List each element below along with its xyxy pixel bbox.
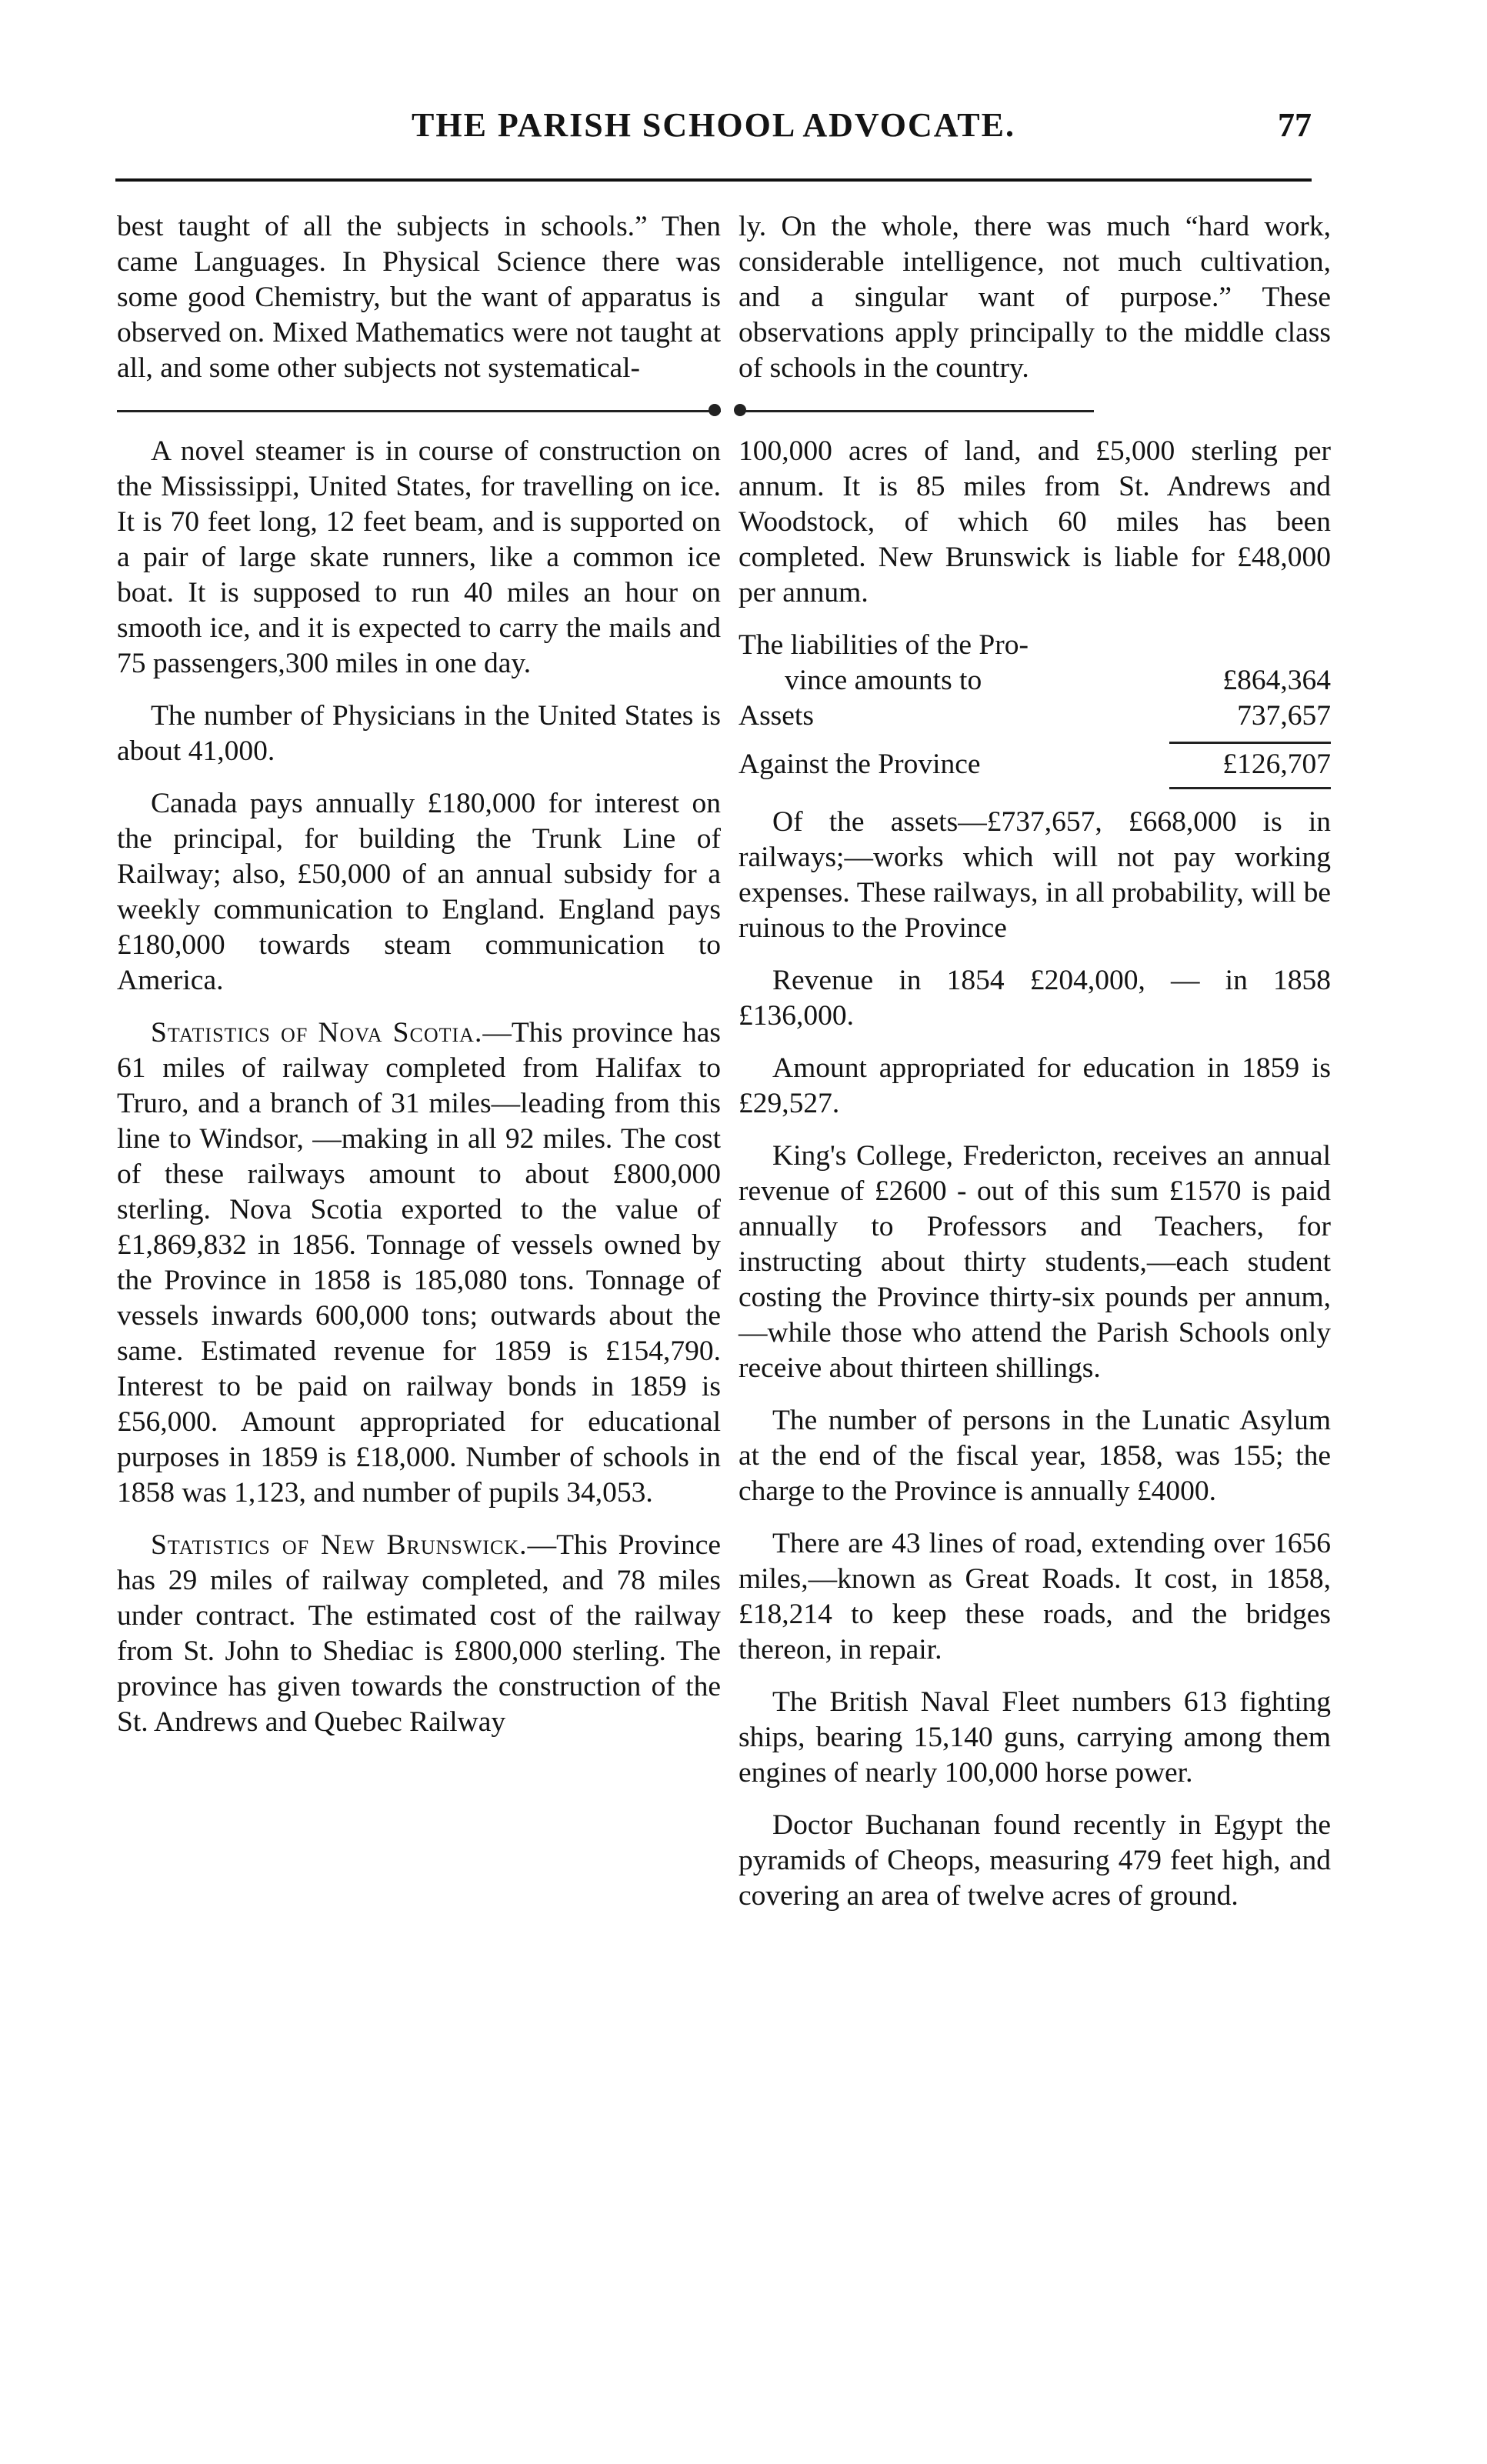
heading-new-brunswick: Statistics of New Brunswick. xyxy=(151,1529,528,1561)
article-assets: Of the assets—£737,657, £668,000 is in railways;—works which will not pay working expenses. These railways, in all probability, will be ruinous to the Province xyxy=(738,806,1331,944)
body-nova-scotia: —This province has 61 miles of railway completed from Halifax to Truro, and a branch of 31 miles—leading from this line to Windsor, —making in all 92 miles. The cost of these railways amount to about £800,000 sterling. Nova Scotia exported to the value of £1,869,832 in 1856. Tonnage of vessels owned by the Province in 1858 is 185,080 tons. Tonnage of vessels inwards 600,000 tons; outwards about the same. Estimated revenue for 1859 is £154,790. Interest to be paid on railway bonds in 1859 is £56,000. Amount appropriated for educational purposes in 1859 is £18,000. Number of schools in 1858 was 1,123, and number of pupils 34,053. xyxy=(117,1017,721,1509)
article-canada: Canada pays annually £180,000 for interest on the principal, for building the Trunk Line of Railway; also, £50,000 of an annual subsidy for a weekly communication to England. England pays £180,000 towards steam communication to America. xyxy=(117,788,721,996)
balance-value: £126,707 xyxy=(1169,742,1331,782)
left-column xyxy=(117,209,721,1757)
balance-underline xyxy=(1169,782,1331,789)
divider-ornament-icon xyxy=(708,404,721,416)
article-lunatic-asylum: The number of persons in the Lunatic Asylum at the end of the fiscal year, 1858, was 155; the charge to the Province is annually £4000. xyxy=(738,1405,1331,1507)
liabilities-table xyxy=(738,628,1331,789)
assets-value: 737,657 xyxy=(1237,700,1331,732)
body-new-brunswick: —This Province has 29 miles of railway completed, and 78 miles under contract. The estimated cost of the railway from St. John to Shediac is £800,000 sterling. The province has given towards the construction of the St. Andrews and Quebec Railway xyxy=(117,1529,721,1738)
article-education: Amount appropriated for education in 1859 is £29,527. xyxy=(738,1052,1331,1119)
article-nova-scotia xyxy=(117,1015,721,1511)
right-column xyxy=(738,209,1331,1931)
assets-label: Assets xyxy=(738,700,814,732)
section-divider-right xyxy=(738,403,1094,418)
article-revenue: Revenue in 1854 £204,000, — in 1858 £136,000. xyxy=(738,965,1331,1032)
balance-label: Against the Province xyxy=(738,749,981,780)
article-kings-college: King's College, Fredericton, receives an annual revenue of £2600 - out of this sum £1570 is paid annually to Professors and Teachers, for instructing about thirty students,—each student costing the Province thirty-six pounds per annum,—while those who attend the Parish Schools only receive about thirteen shillings. xyxy=(738,1140,1331,1384)
article-continued-right: ly. On the whole, there was much “hard work, considerable intelligence, not much cultivation, and a singular want of purpose.” These observations apply principally to the middle class of schools in the country. xyxy=(738,211,1331,384)
article-ice-steamer: A novel steamer is in course of construction on the Mississippi, United States, for travelling on ice. It is 70 feet long, 12 feet beam, and is supported on a pair of large skate runners, like a common ice boat. It is supposed to run 40 miles an hour on smooth ice, and it is expected to carry the mails and 75 passengers,300 miles in one day. xyxy=(117,435,721,679)
article-naval-fleet: The British Naval Fleet numbers 613 fighting ships, bearing 15,140 guns, carrying among them engines of nearly 100,000 horse power. xyxy=(738,1686,1331,1789)
article-physicians: The number of Physicians in the United States is about 41,000. xyxy=(117,700,721,767)
liabilities-intro: The liabilities of the Pro- xyxy=(738,629,1029,661)
page-header xyxy=(115,96,1312,158)
section-divider xyxy=(117,403,721,418)
heading-nova-scotia: Statistics of Nova Scotia. xyxy=(151,1017,483,1049)
assets-row xyxy=(738,699,1331,734)
article-continued-left: best taught of all the subjects in schools.” Then came Languages. In Physical Science there was some good Chemistry, but the want of apparatus is observed on. Mixed Mathematics were not taught at all, and some other subjects not systematical- xyxy=(117,211,721,384)
divider-ornament-icon xyxy=(734,404,746,416)
running-title: THE PARISH SCHOOL ADVOCATE. xyxy=(412,106,1015,144)
liabilities-label: vince amounts to xyxy=(785,665,982,696)
header-rule xyxy=(115,178,1312,182)
article-roads: There are 43 lines of road, extending over 1656 miles,—known as Great Roads. It cost, in 1858, £18,214 to keep these roads, and the bridges thereon, in repair. xyxy=(738,1528,1331,1665)
balance-row xyxy=(738,739,1331,782)
article-pyramids: Doctor Buchanan found recently in Egypt the pyramids of Cheops, measuring 479 feet high, and covering an area of twelve acres of ground. xyxy=(738,1809,1331,1912)
page-number: 77 xyxy=(1278,106,1312,144)
liabilities-value: £864,364 xyxy=(1222,665,1331,696)
liabilities-row xyxy=(738,663,1331,699)
article-railway-continued: 100,000 acres of land, and £5,000 sterling per annum. It is 85 miles from St. Andrews and Woodstock, of which 60 miles has been completed. New Brunswick is liable for £48,000 per annum. xyxy=(738,435,1331,608)
article-new-brunswick xyxy=(117,1528,721,1740)
